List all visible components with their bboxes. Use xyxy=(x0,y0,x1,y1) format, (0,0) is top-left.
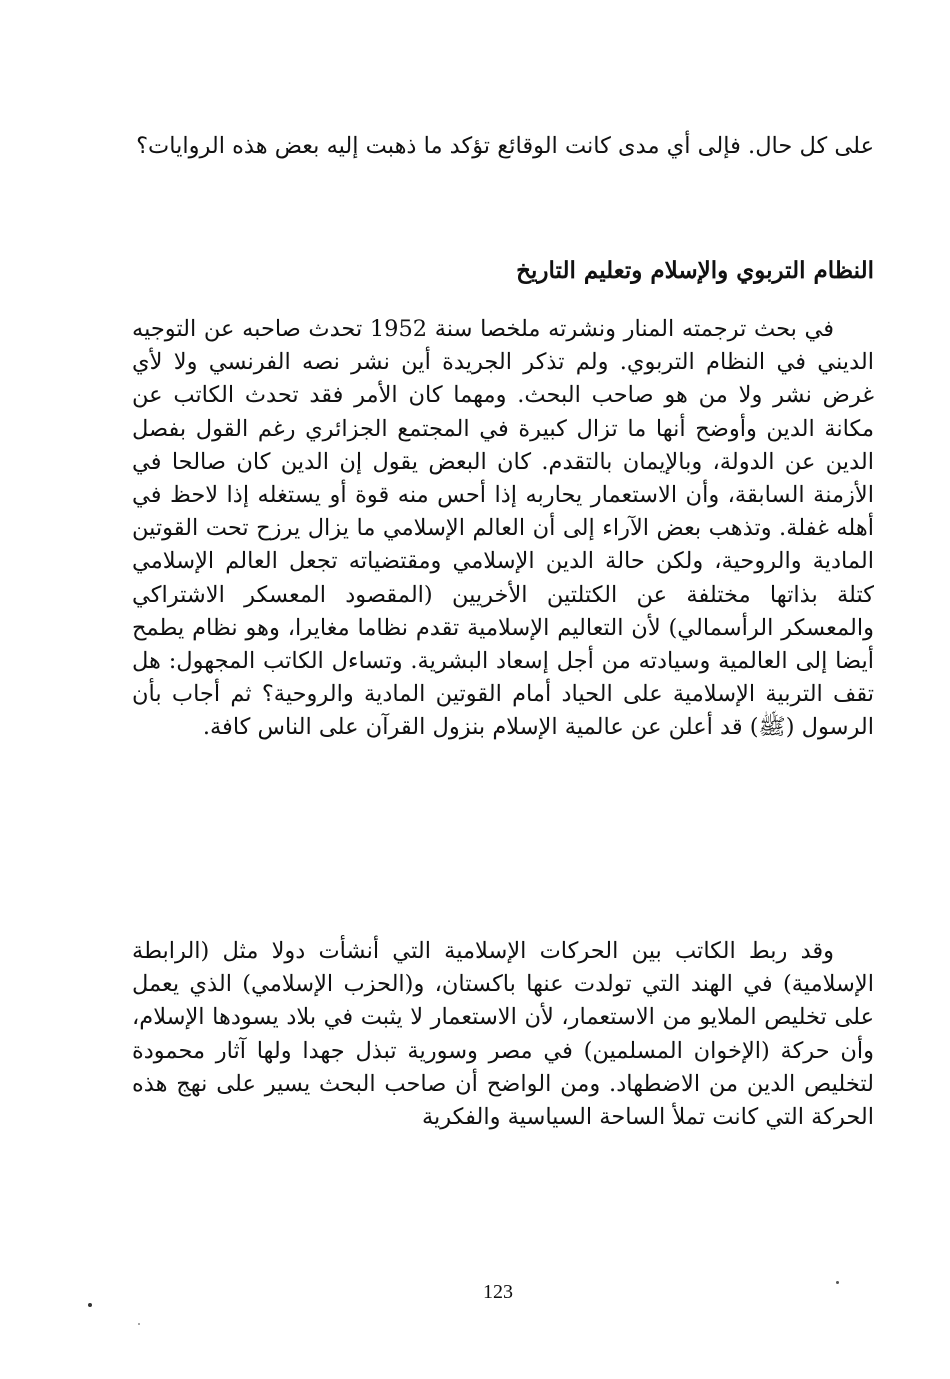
page-number: 123 xyxy=(483,1281,513,1303)
scan-speck xyxy=(88,1303,92,1307)
scan-speck xyxy=(836,1281,839,1284)
body-paragraph-1: في بحث ترجمته المنار ونشرته ملخصا سنة 1952 تحدث صاحبه عن التوجيه الديني في النظام التربوي. ولم تذكر الجريدة أين نشر نصه الفرنسي ولا لأي غرض نشر ولا من هو صاحب البحث. ومهما كان الأمر فقد تحدث الكاتب عن مكانة الدين وأوضح أنها ما تزال كبيرة في المجتمع الجزائري رغم القول بفصل الدين عن الدولة، وبالإيمان بالتقدم. كان البعض يقول إن الدين كان صالحا في الأزمنة السابقة، وأن الاستعمار يحاربه إذا أحس منه قوة أو يستغله إذا لاحظ في أهله غفلة. وتذهب بعض الآراء إلى أن العالم الإسلامي ما يزال يرزح تحت القوتين المادية والروحية، ولكن حالة الدين الإسلامي ومقتضياته تجعل العالم الإسلامي كتلة بذاتها مختلفة عن الكتلتين الأخريين (المقصود المعسكر الاشتراكي والمعسكر الرأسمالي) لأن التعاليم الإسلامية تقدم نظاما مغايرا، وهو نظام يطمح أيضا إلى العالمية وسيادته من أجل إسعاد البشرية. وتساءل الكاتب المجهول: هل تقف التربية الإسلامية على الحياد أمام القوتين المادية والروحية؟ ثم أجاب بأن الرسول (ﷺ) قد أعلن عن عالمية الإسلام بنزول القرآن على الناس كافة. xyxy=(132,316,874,741)
section-heading: النظام التربوي والإسلام وتعليم التاريخ xyxy=(516,257,874,284)
intro-paragraph: على كل حال. فإلى أي مدى كانت الوقائع تؤكد ما ذهبت إليه بعض هذه الروايات؟ xyxy=(136,133,874,159)
body-paragraph-2: وقد ربط الكاتب بين الحركات الإسلامية التي أنشأت دولا مثل (الرابطة الإسلامية) في الهند التي تولدت عنها باكستان، و(الحزب الإسلامي) الذي يعمل على تخليص الملايو من الاستعمار، لأن الاستعمار لا يثبت في بلاد يسودها الإسلام، وأن حركة (الإخوان المسلمين) في مصر وسورية تبذل جهدا ولها آثار محمودة لتخليص الدين من الاضطهاد. ومن الواضح أن صاحب البحث يسير على نهج هذه الحركة التي كانت تملأ الساحة السياسية والفكرية xyxy=(132,938,874,1131)
scan-speck xyxy=(138,1323,140,1325)
